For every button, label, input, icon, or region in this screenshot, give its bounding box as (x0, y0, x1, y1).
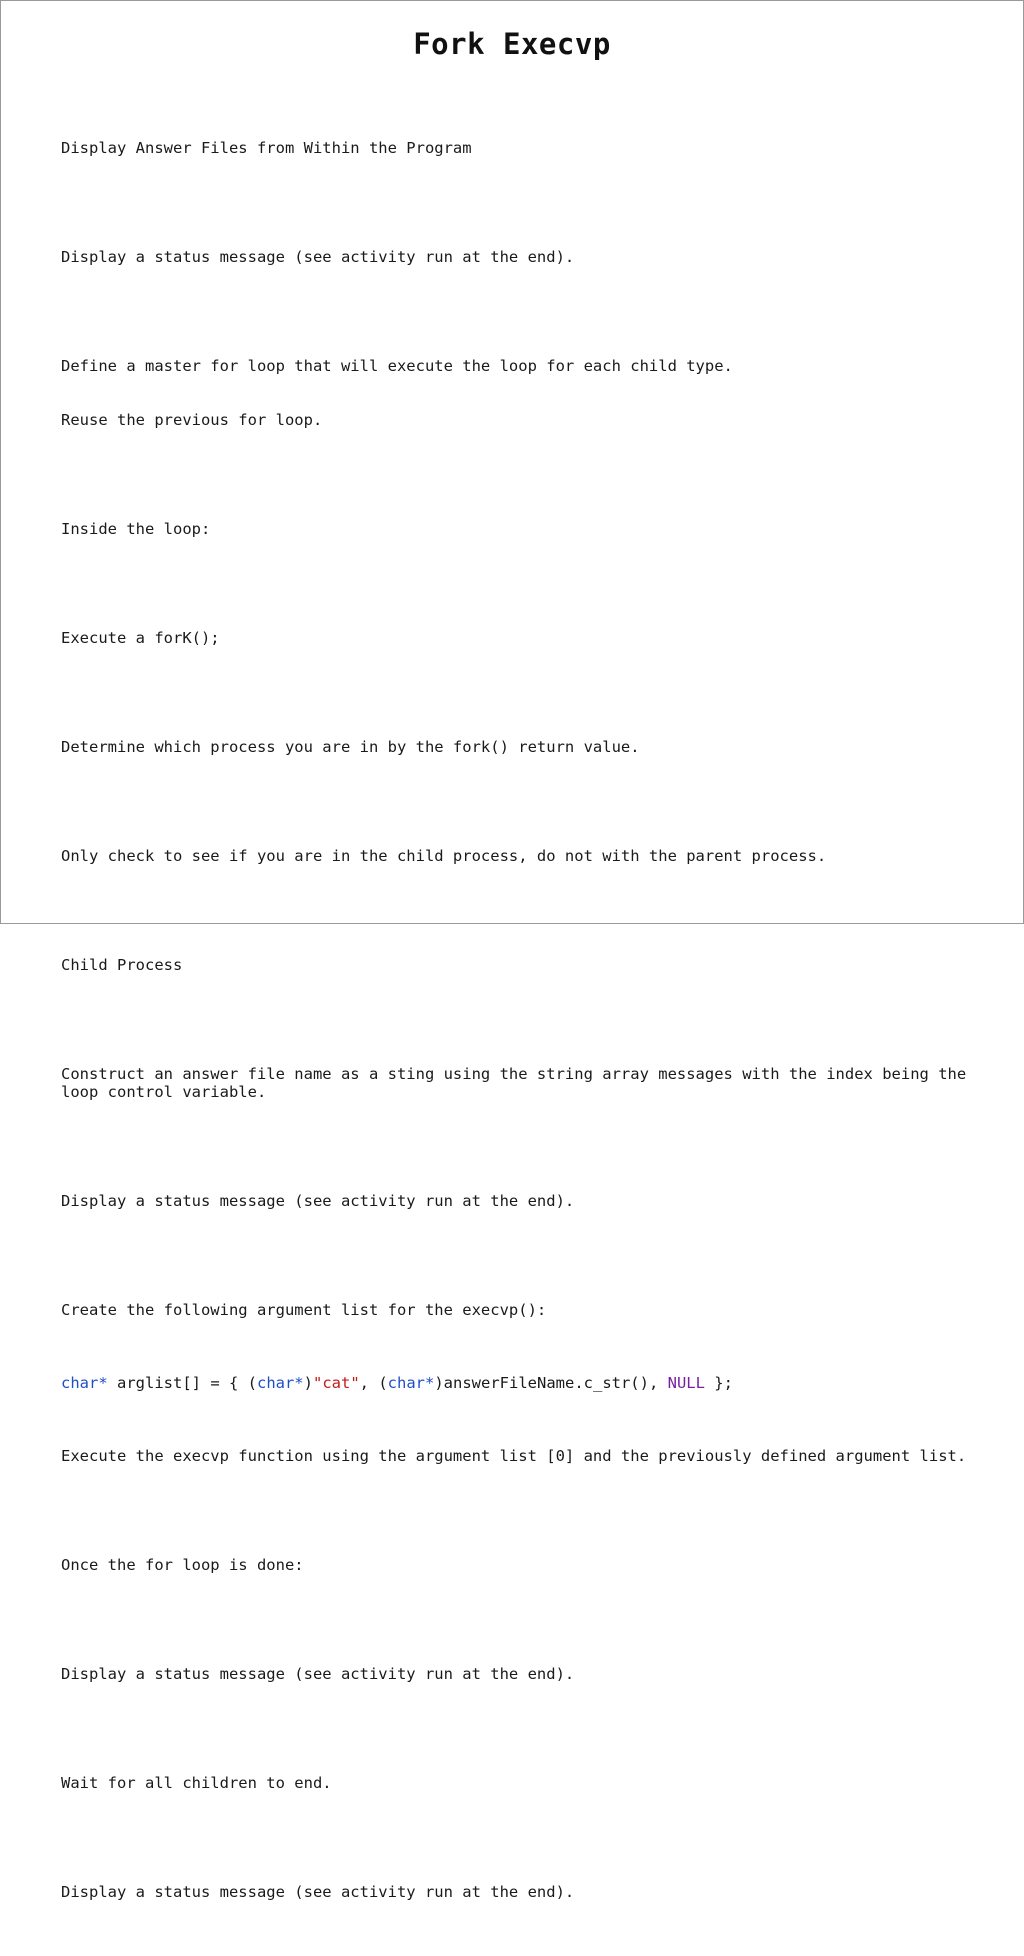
text-line: Once the for loop is done: (61, 1556, 304, 1574)
paragraph (61, 1629, 991, 1719)
paragraph (61, 103, 991, 193)
paragraph (61, 1411, 991, 1501)
text-line: Display Answer Files from Within the Program (61, 139, 472, 157)
code-string: "cat" (313, 1374, 360, 1392)
paragraph (61, 1265, 991, 1355)
text-line: Create the following argument list for the execvp(): (61, 1301, 547, 1319)
paragraph (61, 1847, 991, 1937)
text-line: Construct an answer file name as a sting using the string array messages with the index being the loop control variable. (61, 1065, 976, 1101)
page-title: Fork Execvp (413, 27, 611, 61)
code-text: , ( (359, 1374, 388, 1392)
paragraph (61, 1738, 991, 1828)
text-line: Display a status message (see activity run at the end). (61, 1883, 575, 1901)
text-line: Determine which process you are in by the fork() return value. (61, 738, 640, 756)
text-line: Execute a forK(); (61, 629, 220, 647)
paragraph (61, 593, 991, 683)
paragraph (61, 702, 991, 792)
code-text: arglist[] = { ( (107, 1374, 257, 1392)
document-body (61, 103, 991, 1956)
paragraph (61, 212, 991, 302)
paragraph (61, 484, 991, 574)
text-line: Define a master for loop that will execute the loop for each child type. (61, 357, 733, 375)
code-line (61, 1374, 991, 1392)
paragraph (61, 1520, 991, 1610)
paragraph (61, 321, 991, 465)
code-text: )answerFileName.c_str(), (434, 1374, 668, 1392)
text-line: Display a status message (see activity run at the end). (61, 248, 575, 266)
paragraph (61, 1156, 991, 1246)
text-line: Wait for all children to end. (61, 1774, 332, 1792)
text-line: Child Process (61, 956, 183, 974)
code-text: }; (704, 1374, 733, 1392)
code-keyword: char* (61, 1374, 108, 1392)
text-line: Only check to see if you are in the child process, do not with the parent process. (61, 847, 827, 865)
code-constant: NULL (667, 1374, 705, 1392)
text-line: Execute the execvp function using the argument list [0] and the previously defined argument list. (61, 1447, 967, 1465)
text-line: Display a status message (see activity run at the end). (61, 1665, 575, 1683)
code-keyword: char* (256, 1374, 304, 1392)
text-line: Display a status message (see activity run at the end). (61, 1192, 575, 1210)
code-keyword: char* (387, 1374, 435, 1392)
text-line: Reuse the previous for loop. (61, 411, 323, 429)
paragraph (61, 1029, 991, 1137)
section-heading (61, 920, 991, 1010)
text-line: Inside the loop: (61, 520, 211, 538)
paragraph (61, 811, 991, 901)
code-text: ) (303, 1374, 313, 1392)
